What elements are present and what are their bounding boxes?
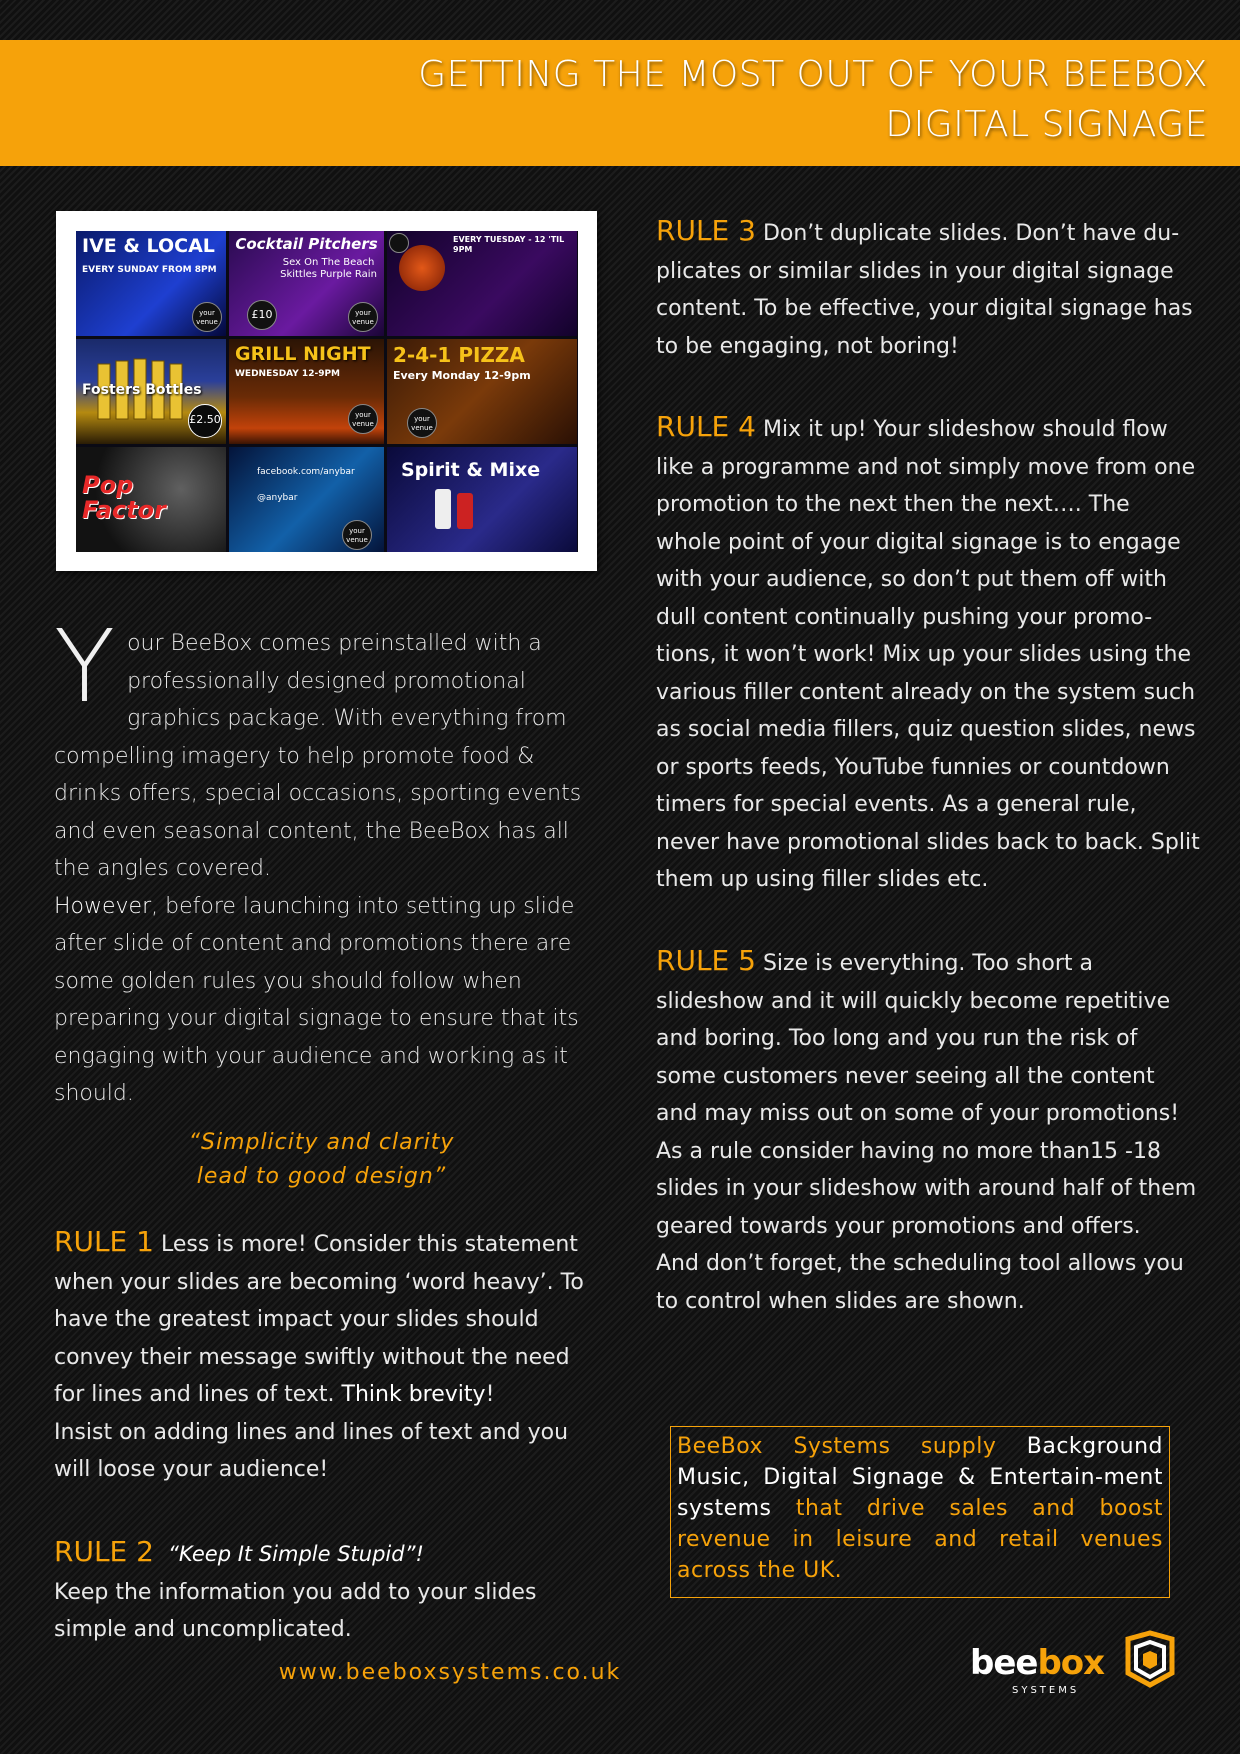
supply-box: BeeBox Systems supply Background Music, Digital Signage & Entertain-ment systems that drive sales and boost revenue in leisure and retail venues across the UK. — [670, 1426, 1170, 1598]
rule-1-text: Less is more! Consider this statement when your slides are becoming ‘word heavy’. To have the greatest impact your slides should convey their message swiftly without the need for lines and lines of text. — [54, 1232, 584, 1407]
rule-4-text: Mix it up! Your slideshow should flow like a programme and not simply move from one promotion to the next then the next…. The whole point of your digital signage is to engage with your audience, so don’t put them off with dull content continually pushing your promo-tions, it won’t work! Mix up your slides using the various filler content already on the system such as social media fillers, quiz question slides, news or sports feeds, YouTube funnies or countdown timers for special events. As a general rule, never have promotional slides back to back. Split them up using filler slides etc. — [656, 417, 1200, 892]
drop-cap: Y — [54, 608, 116, 725]
logo-wordmark: beebox — [970, 1643, 1105, 1683]
collage-tile-pizza: 2-4-1 PIZZA Every Monday 12-9pm your venue — [387, 339, 577, 444]
collage-tile-cocktail: Cocktail Pitchers Sex On The Beach Skittles Purple Rain £10 your venue — [229, 231, 384, 336]
quote-line-2: lead to good design” — [196, 1164, 447, 1189]
rule-1-emphasis: Think brevity — [341, 1382, 486, 1407]
rule-5-text-2: And don’t forget, the scheduling tool allows you to control when slides are shown. — [656, 1251, 1184, 1314]
rule-2-label: RULE 2 — [54, 1535, 154, 1568]
design-quote — [54, 1126, 589, 1194]
collage-tile-social: facebook.com/anybar @anybar your venue — [229, 447, 384, 552]
rule-5-label: RULE 5 — [656, 944, 756, 977]
logo-systems: SYSTEMS — [1012, 1685, 1080, 1696]
rule-3 — [656, 212, 1201, 365]
collage-tile-spirits: Spirit & Mixe — [387, 447, 577, 552]
collage-tile-pop-factor: Pop Factor — [76, 447, 226, 552]
collage-tile-live-local: IVE & LOCAL EVERY SUNDAY FROM 8PM your venue — [76, 231, 226, 336]
rule-2-text: Keep the information you add to your slides simple and uncomplicated. — [54, 1579, 537, 1642]
header-banner — [0, 40, 1240, 166]
rule-2-kiss: “Keep It Simple Stupid”! — [167, 1542, 424, 1566]
page-title-line-2: DIGITAL SIGNAGE — [885, 104, 1208, 145]
intro-text — [54, 608, 589, 1113]
collage-tile-fosters: Fosters Bottles £2.50 — [76, 339, 226, 444]
quote-line-1: “Simplicity and clarity — [188, 1130, 455, 1155]
intro-paragraph-2: , before launching into setting up slide after slide of content and promotions there are some golden rules you should follow when preparing your digital signage to ensure that its engaging with your audience and working as it should. — [54, 893, 579, 1106]
collage-image — [76, 231, 578, 552]
page-title-line-1: GETTING THE MOST OUT OF YOUR BEEBOX — [418, 54, 1208, 95]
rule-2 — [54, 1533, 589, 1649]
rule-3-text: Don’t duplicate slides. Don’t have du-plicates or similar slides in your digital signage content. To be effective, your digital signage has to be engaging, not boring! — [656, 221, 1193, 359]
promo-collage-photo — [56, 211, 597, 571]
rule-5 — [656, 942, 1201, 1320]
rule-3-label: RULE 3 — [656, 214, 756, 247]
website-link[interactable]: www.beeboxsystems.co.uk — [278, 1660, 622, 1685]
rule-5-text: Size is everything. Too short a slideshow and it will quickly become repetitive and boring. Too long and you run the risk of some customers never seeing all the content and may miss out on some of your promotions! As a rule consider having no more than15 -18 slides in your slideshow with around half of them geared towards your promotions and offers. — [656, 951, 1197, 1239]
beebox-logo-icon — [1120, 1629, 1180, 1689]
collage-tile-grill-night: GRILL NIGHT WEDNESDAY 12-9PM your venue — [229, 339, 384, 444]
however-word: However — [54, 893, 152, 919]
rule-1-label: RULE 1 — [54, 1225, 154, 1258]
intro-paragraph-1: our BeeBox comes preinstalled with a professionally designed promotional graphics package. With everything from compelling imagery to help promote food & drinks offers, special occasions, sporting events and even seasonal content, the BeeBox has all the angles covered. — [54, 631, 582, 881]
beebox-logo — [970, 1625, 1180, 1705]
rule-1: RULE 1 Less is more! Consider this statement when your slides are becoming ‘word heavy’. To have the greatest impact your slides should convey their message swiftly without the need for lines and lines of text. Think brevity! Insist on adding lines and lines of text and you will loose your audience! — [54, 1225, 584, 1482]
rule-1-text-2: Insist on adding lines and lines of text and you will loose your audience! — [54, 1419, 569, 1482]
rule-4 — [656, 408, 1201, 899]
rule-4-label: RULE 4 — [656, 410, 756, 443]
collage-tile-tuesday: EVERY TUESDAY - 12 'TIL 9PM — [387, 231, 577, 336]
